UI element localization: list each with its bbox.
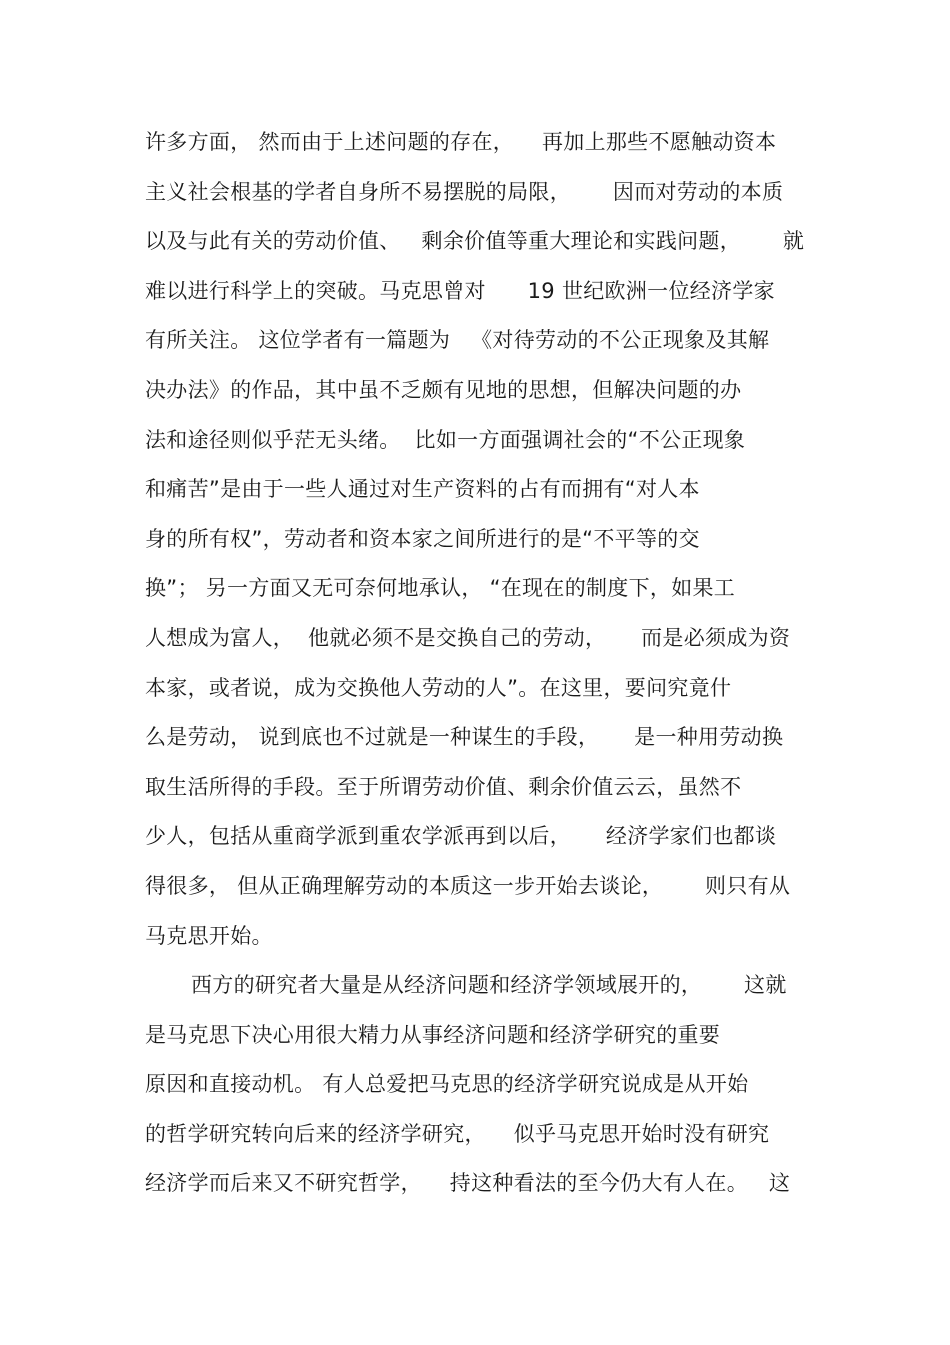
text-line: 法和途径则似乎茫无头绪。 比如一方面强调社会的“不公正现象 [145, 427, 746, 452]
text-line: 许多方面， 然而由于上述问题的存在， 再加上那些不愿触动资本 [145, 130, 777, 154]
text-line: 马克思开始。 [145, 923, 273, 948]
body-text [145, 124, 810, 1215]
text-line: 有所关注。 这位学者有一篇题为 《对待劳动的不公正现象及其解 [145, 328, 770, 353]
text-line: 少人，包括从重商学派到重农学派再到以后， 经济学家们也都谈 [145, 824, 777, 849]
text-line: 的哲学研究转向后来的经济学研究， 似乎马克思开始时没有研究 [145, 1121, 770, 1146]
text-line: 经济学而后来又不研究哲学， 持这种看法的至今仍大有人在。 这 [145, 1171, 791, 1196]
text-line: 原因和直接动机。 有人总爱把马克思的经济学研究说成是从开始 [145, 1072, 749, 1097]
text-line: 人想成为富人， 他就必须不是交换自己的劳动， 而是必须成为资 [145, 625, 791, 650]
text-line: 和痛苦”是由于一些人通过对生产资料的占有而拥有“对人本 [145, 477, 700, 502]
text-line: 以及与此有关的劳动价值、 剩余价值等重大理论和实践问题， 就 [145, 229, 805, 254]
text-line: 换”； 另一方面又无可奈何地承认， “在现在的制度下，如果工 [145, 576, 736, 601]
text-line: 取生活所得的手段。至于所谓劳动价值、剩余价值云云，虽然不 [145, 774, 742, 799]
text-line: 身的所有权”，劳动者和资本家之间所进行的是“不平等的交 [145, 526, 700, 551]
text-line: 难以进行科学上的突破。马克思曾对 19 世纪欧洲一位经济学家 [145, 278, 775, 303]
text-line: 决办法》的作品，其中虽不乏颇有见地的思想，但解决问题的办 [145, 377, 742, 402]
text-line: 主义社会根基的学者自身所不易摆脱的局限， 因而对劳动的本质 [145, 179, 784, 204]
text-line: 是马克思下决心用很大精力从事经济问题和经济学研究的重要 [145, 1022, 721, 1047]
text-line: 得很多， 但从正确理解劳动的本质这一步开始去谈论， 则只有从 [145, 873, 791, 898]
text-line: 本家，或者说，成为交换他人劳动的人”。在这里，要问究竟什 [145, 675, 732, 700]
paragraph-start-line: 西方的研究者大量是从经济问题和经济学领域展开的， 这就 [191, 973, 787, 998]
text-line: 么是劳动， 说到底也不过就是一种谋生的手段， 是一种用劳动换 [145, 725, 784, 750]
